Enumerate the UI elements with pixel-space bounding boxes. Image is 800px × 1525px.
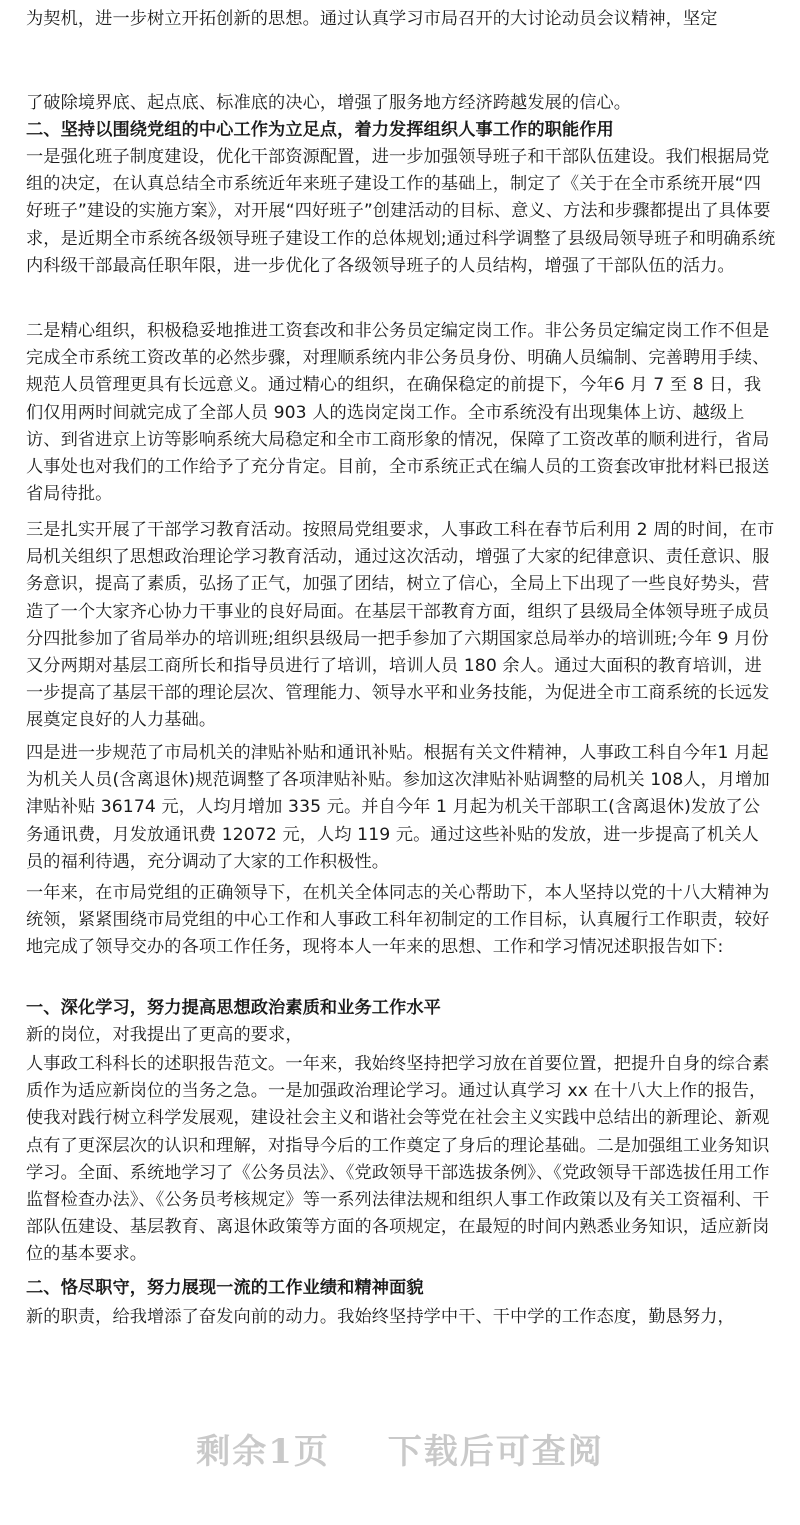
text-line: 为契机，进一步树立开拓创新的思想。通过认真学习市局召开的大讨论动员会议精神，坚定 xyxy=(26,9,718,29)
download-to-view-label[interactable]: 下载后可查阅 xyxy=(387,1432,604,1472)
text-line: 新的岗位，对我提出了更高的要求， xyxy=(26,1025,303,1045)
paragraph: 四是进一步规范了市局机关的津贴补贴和通讯补贴。根据有关文件精神，人事政工科自今年1 月起为机关人员(含离退休)规范调整了各项津贴补贴。参加这次津贴补贴调整的局机关 108人，月增加津贴补贴 36174 元，人均月增加 335 元。并自今年 1 月起为机关干部职工(含离退休)发放了公务通讯费，月发放通讯费 12072 元，人均 119 元。通过这些补贴的发放，进一步提高了机关人员的福利待遇，充分调动了大家的工作积极性。 xyxy=(26,743,770,872)
section-heading: 二、恪尽职守，努力展现一流的工作业绩和精神面貌 xyxy=(26,1278,424,1298)
paragraph: 人事政工科科长的述职报告范文。一年来，我始终坚持把学习放在首要位置，把提升自身的综合素质作为适应新岗位的当务之急。一是加强政治理论学习。通过认真学习 xx 在十八大上作的报告，使我对践行树立科学发展观，建设社会主义和谐社会等党在社会主义实践中总结出的新理论、新观点有了更深层次的认识和理解，对指导今后的工作奠定了身后的理论基础。二是加强组工业务知识学习。全面、系统地学习了《公务员法》、《党政领导干部选拔条例》、《党政领导干部选拔任用工作监督检查办法》、《公务员考核规定》等一系列法律法规和组织人事工作政策以及有关工资福利、干部队伍建设、基层教育、离退休政策等方面的各项规定，在最短的时间内熟悉业务知识，适应新岗位的基本要求。 xyxy=(26,1054,770,1265)
download-prompt[interactable] xyxy=(0,1424,800,1473)
paragraph: 二是精心组织，积极稳妥地推进工资套改和非公务员定编定岗工作。非公务员定编定岗工作不但是完成全市系统工资改革的必然步骤，对理顺系统内非公务员身份、明确人员编制、完善聘用手续、规范人员管理更具有长远意义。通过精心的组织，在确保稳定的前提下，今年6 月 7 至 8 日，我们仅用两时间就完成了全部人员 903 人的选岗定岗工作。全市系统没有出现集体上访、越级上访、到省进京上访等影响系统大局稳定和全市工商形象的情况，保障了工资改革的顺利进行，省局人事处也对我们的工作给予了充分肯定。目前，全市系统正式在编人员的工资套改审批材料已报送省局待批。 xyxy=(26,321,770,505)
section-heading: 二、坚持以围绕党组的中心工作为立足点，着力发挥组织人事工作的职能作用 xyxy=(26,120,614,140)
remaining-pages-label[interactable]: 剩余1页 xyxy=(196,1432,330,1472)
paragraph: 一年来，在市局党组的正确领导下，在机关全体同志的关心帮助下，本人坚持以党的十八大精神为统领，紧紧围绕市局党组的中心工作和人事政工科年初制定的工作目标，认真履行工作职责，较好地完成了领导交办的各项工作任务，现将本人一年来的思想、工作和学习情况述职报告如下: xyxy=(26,883,770,958)
paragraph: 三是扎实开展了干部学习教育活动。按照局党组要求，人事政工科在春节后利用 2 周的时间，在市局机关组织了思想政治理论学习教育活动，通过这次活动，增强了大家的纪律意识、责任意识、服务意识，提高了素质，弘扬了正气，加强了团结，树立了信心，全局上下出现了一些良好势头，营造了一个大家齐心协力干事业的良好局面。在基层干部教育方面，组织了县级局全体领导班子成员分四批参加了省局举办的培训班;组织县级局一把手参加了六期国家总局举办的培训班;今年 9 月份又分两期对基层工商所长和指导员进行了培训，培训人员 180 余人。通过大面积的教育培训，进一步提高了基层干部的理论层次、管理能力、领导水平和业务技能，为促进全市工商系统的长远发展奠定良好的人力基础。 xyxy=(26,520,775,731)
section-heading: 一、深化学习，努力提高思想政治素质和业务工作水平 xyxy=(26,998,441,1018)
text-line: 新的职责，给我增添了奋发向前的动力。我始终坚持学中干、干中学的工作态度，勤恳努力， xyxy=(26,1307,735,1327)
paragraph: 一是强化班子制度建设，优化干部资源配置，进一步加强领导班子和干部队伍建设。我们根据局党组的决定，在认真总结全市系统近年来班子建设工作的基础上，制定了《关于在全市系统开展“四好班子”建设的实施方案》，对开展“四好班子”创建活动的目标、意义、方法和步骤都提出了具体要求，是近期全市系统各级领导班子建设工作的总体规划;通过科学调整了县级局领导班子和明确系统内科级干部最高任职年限，进一步优化了各级领导班子的人员结构，增强了干部队伍的活力。 xyxy=(26,147,776,276)
text-line: 了破除境界底、起点底、标准底的决心，增强了服务地方经济跨越发展的信心。 xyxy=(26,93,632,113)
